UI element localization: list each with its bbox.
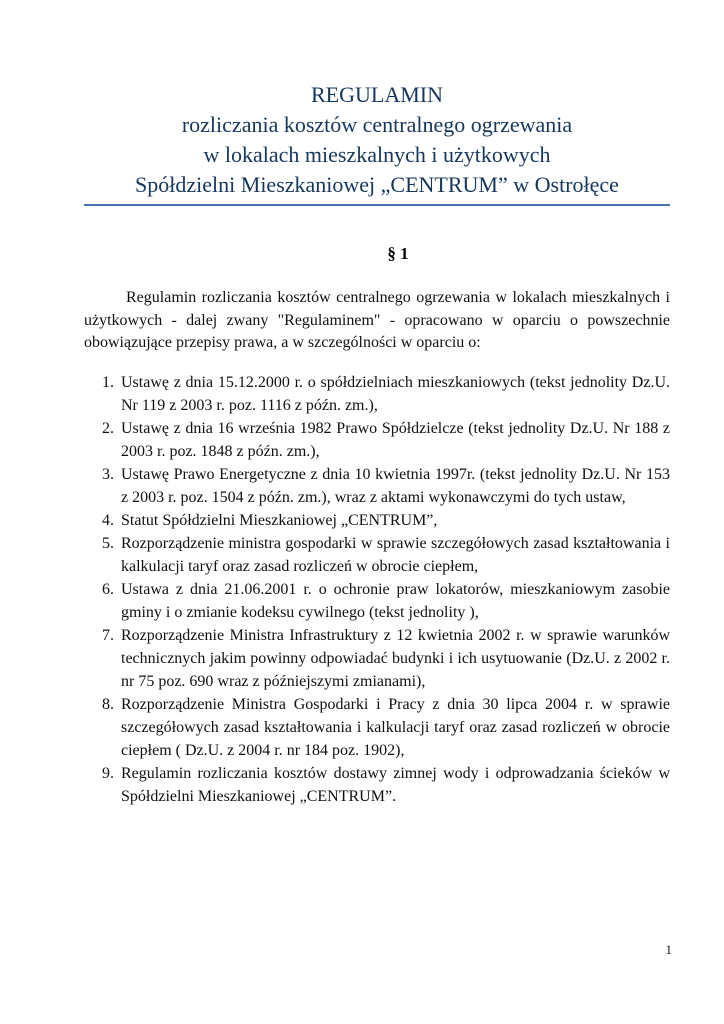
title-line-1: REGULAMIN — [311, 82, 443, 107]
list-item — [84, 417, 670, 463]
title-line-2: rozliczania kosztów centralnego ogrzewania — [181, 112, 573, 137]
list-item-number: 5. — [102, 534, 114, 552]
document-title — [84, 80, 670, 206]
list-item-text: Statut Spółdzielni Mieszkaniowej „CENTRUM”, — [121, 511, 438, 529]
list-item — [84, 463, 670, 509]
list-item — [84, 624, 670, 693]
legal-basis-list — [84, 371, 670, 808]
list-item-number: 3. — [102, 465, 114, 483]
list-item-text: Ustawę z dnia 15.12.2000 r. o spółdzielniach mieszkaniowych (tekst jednolity Dz.U. Nr 119 z 2003 r. poz. 1116 z późn. zm.), — [121, 373, 670, 414]
document-content — [84, 0, 670, 808]
page-number: 1 — [665, 942, 672, 957]
list-item-number: 4. — [102, 511, 114, 529]
list-item-number: 6. — [102, 580, 114, 598]
list-item-text: Rozporządzenie Ministra Infrastruktury z 12 kwietnia 2002 r. w sprawie warunków technicznych jakim powinny odpowiadać budynki i ich usytuowanie (Dz.U. z 2002 r. nr 75 poz. 690 wraz z późniejszymi zmianami), — [121, 626, 670, 690]
list-item — [84, 693, 670, 762]
list-item-text: Regulamin rozliczania kosztów dostawy zimnej wody i odprowadzania ścieków w Spółdzielni Mieszkaniowej „CENTRUM”. — [121, 764, 670, 805]
list-item-text: Ustawa z dnia 21.06.2001 r. o ochronie praw lokatorów, mieszkaniowym zasobie gminy i o zmianie kodeksu cywilnego (tekst jednolity ), — [121, 580, 670, 621]
list-item-number: 1. — [102, 373, 114, 391]
list-item-number: 8. — [102, 695, 114, 713]
list-item — [84, 578, 670, 624]
list-item-number: 2. — [102, 419, 114, 437]
list-item-number: 7. — [102, 626, 114, 644]
intro-paragraph: Regulamin rozliczania kosztów centralnego ogrzewania w lokalach mieszkalnych i użytkowych - dalej zwany "Regulaminem" - opracowano w oparciu o powszechnie obowiązujące przepisy prawa, a w szczególności w oparciu o: — [84, 289, 670, 351]
list-item-number: 9. — [102, 764, 114, 782]
title-line-3: w lokalach mieszkalnych i użytkowych — [203, 142, 551, 167]
list-item — [84, 532, 670, 578]
list-item — [84, 762, 670, 808]
list-item-text: Ustawę z dnia 16 września 1982 Prawo Spółdzielcze (tekst jednolity Dz.U. Nr 188 z 2003 r. poz. 1848 z późn. zm.), — [121, 419, 670, 460]
list-item — [84, 371, 670, 417]
section-heading: § 1 — [387, 244, 409, 263]
list-item-text: Rozporządzenie ministra gospodarki w sprawie szczegółowych zasad kształtowania i kalkulacji taryf oraz zasad rozliczeń w obrocie ciepłem, — [121, 534, 670, 575]
list-item — [84, 509, 670, 532]
list-item-text: Ustawę Prawo Energetyczne z dnia 10 kwietnia 1997r. (tekst jednolity Dz.U. Nr 153 z 2003 r. poz. 1504 z późn. zm.), wraz z aktami wykonawczymi do tych ustaw, — [121, 465, 670, 506]
list-item-text: Rozporządzenie Ministra Gospodarki i Pracy z dnia 30 lipca 2004 r. w sprawie szczegółowych zasad kształtowania i kalkulacji taryf oraz zasad rozliczeń w obrocie ciepłem ( Dz.U. z 2004 r. nr 184 poz. 1902), — [121, 695, 670, 759]
title-line-4: Spółdzielni Mieszkaniowej „CENTRUM” w Ostrołęce — [135, 172, 619, 197]
